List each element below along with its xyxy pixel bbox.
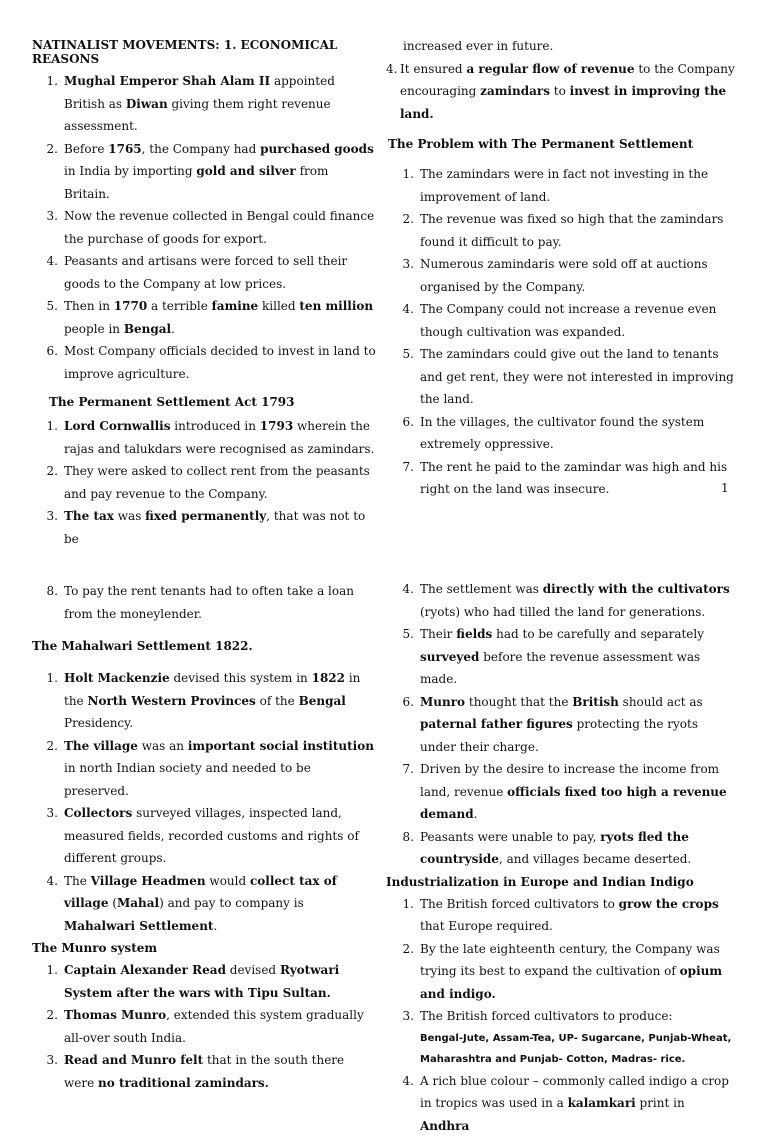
bold-text: collect tax of village [64,874,337,911]
list-number: 7. [386,456,414,479]
list-text: Driven by the desire to increase the income from land, revenue officials fixed too high a revenue demand. [420,758,736,826]
bold-text: Mughal Emperor Shah Alam II [64,74,270,88]
bold-text: gold and silver [196,164,295,178]
list-text: The revenue was fixed so high that the zamindars found it difficult to pay. [420,208,736,253]
bold-text: The tax [64,509,114,523]
list-number: 3. [32,802,58,825]
bold-text: Read and Munro felt [64,1053,203,1067]
list-text: Munro thought that the British should act as paternal father figures protecting the ryots under their charge. [420,691,736,759]
list-item [386,623,736,691]
list-text: Most Company officials decided to invest in land to improve agriculture. [64,340,377,385]
list-text: Before 1765, the Company had purchased goods in India by importing gold and silver from Britain. [64,138,377,206]
list-item [386,253,736,298]
bold-text: fields [456,627,492,641]
bold-text: Mahal [117,896,159,910]
list-item [32,70,377,138]
list-text: The settlement was directly with the cultivators (ryots) who had tilled the land for generations. [420,578,736,623]
list-number: 6. [386,691,414,714]
bold-text: grow the crops [619,897,719,911]
mahalwari-list [32,667,377,937]
bold-text: important social institution [188,739,374,753]
bold-text: officials fixed too high a revenue demand [420,785,727,822]
bold-text: opium and indigo. [420,964,722,1001]
list-text: The zamindars could give out the land to tenants and get rent, they were not interested in improving the land. [420,343,736,411]
list-item [386,343,736,411]
list-text: Read and Munro felt that in the south there were no traditional zamindars. [64,1049,377,1094]
bold-text: 1770 [114,299,147,313]
bold-text: zamindars [480,84,550,98]
list-text: Now the revenue collected in Bengal could finance the purchase of goods for export. [64,205,377,250]
crops-line: Bengal-Jute, Assam-Tea, UP- Sugarcane, Punjab-Wheat, [420,1028,736,1049]
list-text: The tax was fixed permanently, that was not to be [64,505,377,550]
document-page-2 [0,560,768,1024]
bold-text: Collectors [64,806,132,820]
list-number: 1. [32,667,58,690]
list-item [386,298,736,343]
list-item [32,802,377,870]
list-number: 8. [32,580,58,603]
bold-text: The village [64,739,138,753]
list-text: Thomas Munro, extended this system gradually all-over south India. [64,1004,377,1049]
list-number: 1. [386,893,414,916]
list-text: By the late eighteenth century, the Company was trying its best to expand the cultivation of opium and indigo. [420,938,736,1006]
indigo-list [386,893,736,1137]
page-number: 1 [721,481,729,495]
list-item [32,959,377,1004]
list-number: 3. [32,505,58,528]
list-item [32,295,377,340]
list-number: 6. [386,411,414,434]
list-item [32,340,377,385]
list-number: 2. [32,1004,58,1027]
bold-text: 1765 [108,142,141,156]
page2-right-column [386,578,736,1137]
list-item [32,505,377,550]
list-number: 3. [386,1005,414,1028]
list-text: The village was an important social institution in north Indian society and needed to be preserved. [64,735,377,803]
list-number: 3. [32,205,58,228]
bold-text: Mahalwari Settlement [64,919,213,933]
bold-text: ryots fled the countryside [420,830,689,867]
list-text: Peasants and artisans were forced to sell their goods to the Company at low prices. [64,250,377,295]
bold-text: Munro [420,695,465,709]
list-item [32,870,377,938]
bold-text: kalamkari [568,1096,636,1110]
list-number: 3. [386,253,414,276]
list-item [386,58,736,126]
list-item [386,826,736,871]
list-item [386,1070,736,1137]
bold-text: North Western Provinces [87,694,255,708]
bold-text: a regular flow of revenue [466,62,634,76]
crops-line: Maharashtra and Punjab- Cotton, Madras- rice. [420,1049,736,1070]
tenant-loan-list [32,580,377,625]
list-item [32,1049,377,1094]
list-number: 2. [386,208,414,231]
list-number: 7. [386,758,414,781]
section-title-mahalwari: The Mahalwari Settlement 1822. [32,635,377,657]
permanent-settlement-list [32,415,377,550]
list-number: 4. [386,1070,414,1093]
list-number: 1. [32,415,58,438]
list-number: 4. [32,250,58,273]
list-number: 2. [386,938,414,961]
list-text: Mughal Emperor Shah Alam II appointed British as Diwan giving them right revenue assessment. [64,70,377,138]
list-item [32,460,377,505]
list-text: The Company could not increase a revenue even though cultivation was expanded. [420,298,736,343]
bold-text: ten million [299,299,373,313]
section-title-economical-reasons: NATINALIST MOVEMENTS: 1. ECONOMICAL REASONS [32,38,377,66]
bold-text: famine [212,299,259,313]
list-number: 2. [32,460,58,483]
page1-left-column [32,38,377,550]
list-item [386,456,736,501]
list-item [386,208,736,253]
list-number: 3. [32,1049,58,1072]
bold-text: invest in improving the land. [400,84,726,121]
list-item [32,415,377,460]
list-text: To pay the rent tenants had to often take a loan from the moneylender. [64,580,377,625]
list-item [386,758,736,826]
ryotwari-list [386,578,736,871]
section-title-problem: The Problem with The Permanent Settlement [388,133,736,155]
bold-text: fixed permanently [145,509,266,523]
list-item [386,163,736,208]
bold-text: Andhra [420,1119,469,1133]
list-item [32,138,377,206]
bold-text: 1822 [312,671,345,685]
bold-text: Ryotwari System after the wars with Tipu Sultan. [64,963,339,1000]
list-text: The rent he paid to the zamindar was high and his right on the land was insecure. [420,456,736,501]
document-page-1 [0,0,768,520]
economical-reasons-list [32,70,377,385]
list-number: 1. [386,163,414,186]
list-number: 4. [386,578,414,601]
list-text: It ensured a regular flow of revenue to the Company encouraging zamindars to invest in improving the land. [400,62,735,121]
section-title-indigo: Industrialization in Europe and Indian Indigo [386,871,736,893]
bold-text: Holt Mackenzie [64,671,170,685]
list-item [32,1004,377,1049]
page1-right-column [386,35,736,501]
list-number: 2. [32,735,58,758]
list-number: 2. [32,138,58,161]
bold-text: 1793 [260,419,293,433]
bold-text: British [572,695,619,709]
bold-text: surveyed [420,650,479,664]
bold-text: paternal father figures [420,717,573,731]
list-text: The British forced cultivators to produce: Bengal-Jute, Assam-Tea, UP- Sugarcane, Punjab-Wheat, Maharashtra and Punjab- Cotton, Madras- rice. [420,1005,736,1070]
bold-text: Thomas Munro [64,1008,166,1022]
list-number: 4. [386,58,397,81]
bold-text: Bengal [124,322,171,336]
list-number: 5. [386,623,414,646]
list-item [386,1005,736,1070]
list-text: In the villages, the cultivator found the system extremely oppressive. [420,411,736,456]
list-item [32,580,377,625]
list-text: The zamindars were in fact not investing in the improvement of land. [420,163,736,208]
list-text: Captain Alexander Read devised Ryotwari System after the wars with Tipu Sultan. [64,959,377,1004]
list-text: A rich blue colour – commonly called indigo a crop in tropics was used in a kalamkari print in Andhra [420,1070,736,1137]
list-text: Numerous zamindaris were sold off at auctions organised by the Company. [420,253,736,298]
list-item [386,578,736,623]
list-number: 1. [32,959,58,982]
problem-list [386,163,736,501]
list-text: Holt Mackenzie devised this system in 1822 in the North Western Provinces of the Bengal Presidency. [64,667,377,735]
bold-text: directly with the cultivators [543,582,730,596]
bold-text: purchased goods [260,142,374,156]
list-item [386,938,736,1006]
list-text: Then in 1770 a terrible famine killed ten million people in Bengal. [64,295,377,340]
list-number: 5. [32,295,58,318]
list-number: 1. [32,70,58,93]
bold-text: Diwan [126,97,168,111]
list-number: 4. [32,870,58,893]
list-text: Their fields had to be carefully and separately surveyed before the revenue assessment was made. [420,623,736,691]
list-text: Lord Cornwallis introduced in 1793 wherein the rajas and talukdars were recognised as zamindars. [64,415,377,460]
bold-text: no traditional zamindars. [98,1076,269,1090]
bold-text: Lord Cornwallis [64,419,170,433]
section-title-munro: The Munro system [32,937,377,959]
list-item [32,735,377,803]
munro-list [32,959,377,1094]
page2-left-column [32,580,377,1094]
list-text: Peasants were unable to pay, ryots fled the countryside, and villages became deserted. [420,826,736,871]
list-item [32,205,377,250]
list-number: 4. [386,298,414,321]
bold-text: Village Headmen [91,874,206,888]
bold-text: Bengal [299,694,346,708]
list-text: The British forced cultivators to grow the crops that Europe required. [420,893,736,938]
list-item [32,250,377,295]
list-item [386,893,736,938]
continued-line: increased ever in future. [386,35,736,58]
section-title-permanent-settlement: The Permanent Settlement Act 1793 [49,391,377,413]
list-item [386,411,736,456]
list-text: They were asked to collect rent from the peasants and pay revenue to the Company. [64,460,377,505]
list-number: 5. [386,343,414,366]
list-text: The Village Headmen would collect tax of village (Mahal) and pay to company is Mahalwari Settlement. [64,870,377,938]
bold-text: Captain Alexander Read [64,963,226,977]
list-number: 6. [32,340,58,363]
list-text: Collectors surveyed villages, inspected land, measured fields, recorded customs and rights of different groups. [64,802,377,870]
list-item [386,691,736,759]
list-number: 8. [386,826,414,849]
list-item [32,667,377,735]
